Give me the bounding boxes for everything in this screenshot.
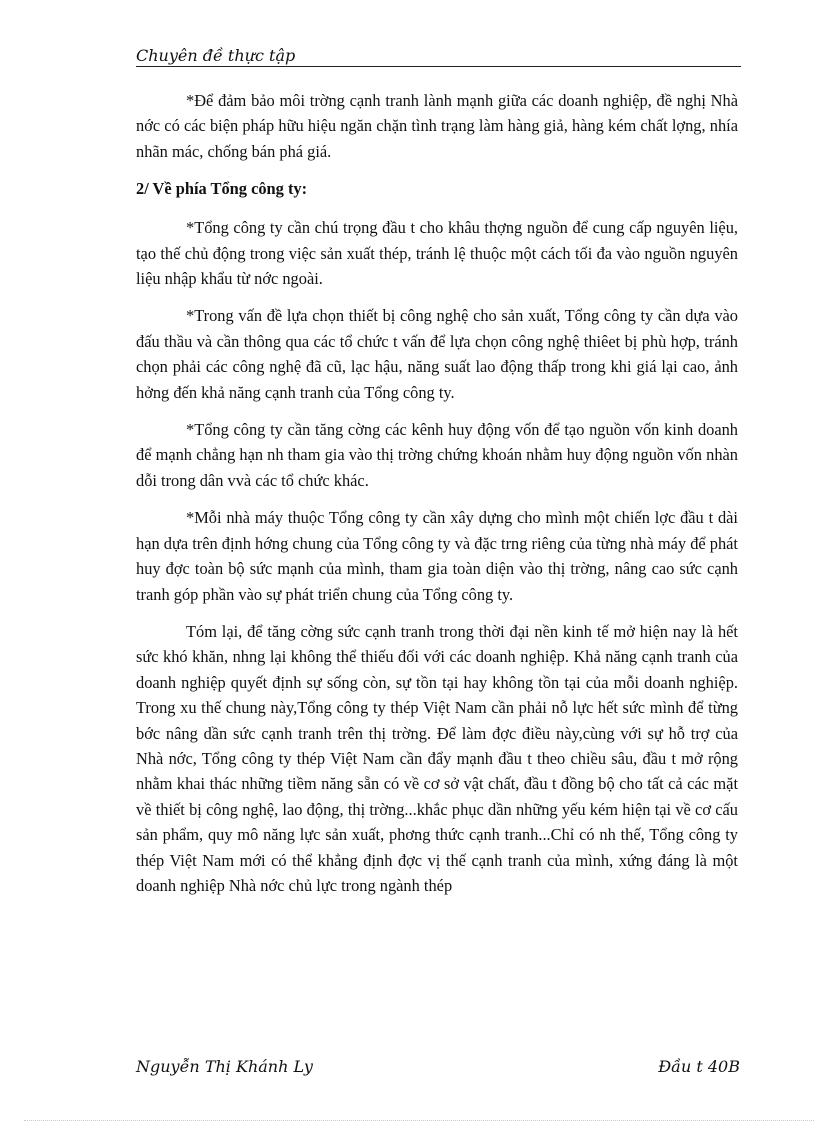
footer-class-label: Đầu t 40B [658, 1057, 740, 1076]
paragraph-conclusion: Tóm lại, để tăng cờng sức cạnh tranh trong thời đại nền kinh tế mở hiện nay là hết sức khó khăn, nhng lại không thể thiếu đối với các doanh nghiệp. Khả năng cạnh tranh của doanh nghiệp quyết định sự sống còn, sự tồn tại hay không tồn tại của mỗi doanh nghiệp. Trong xu thế chung này,Tổng công ty thép Việt Nam cần phải nỗ lực hết sức mình để từng bớc nâng dần sức cạnh tranh trên thị trờng. Để làm đợc điều này,cùng với sự hỗ trợ của Nhà nớc, Tổng công ty thép Việt Nam cần đẩy mạnh đầu t theo chiều sâu, đầu t mở rộng nhằm khai thác những tiềm năng sẵn có về cơ sở vật chất, đầu t đồng bộ cho tất cả các mặt về thiết bị công nghệ, lao động, thị trờng...khắc phục dần những yếu kém hiện tại về cơ cấu sản phẩm, quy mô năng lực sản xuất, phơng thức cạnh tranh...Chỉ có nh thế, Tổng công ty thép Việt Nam mới có thể khẳng định đợc vị thế cạnh tranh của mình, xứng đáng là một doanh nghiệp Nhà nớc chủ lực trong ngành thép [136, 621, 738, 895]
header-title: Chuyên đề thực tập [136, 46, 296, 65]
section-heading: 2/ Về phía Tổng công ty: [136, 179, 308, 199]
paragraph-factory-strategy: *Mỗi nhà máy thuộc Tổng công ty cần xây dựng cho mình một chiến lợc đầu t dài hạn dựa trên định hớng chung của Tổng công ty và đặc trng riêng của từng nhà máy để phát huy đợc toàn bộ sức mạnh của mình, tham gia toàn diện vào thị trờng, nâng cao sức cạnh tranh góp phần vào sự phát triển chung của Tổng công ty. [136, 508, 738, 604]
page-header [136, 47, 741, 67]
paragraph-quality-control: *Để đảm bảo môi trờng cạnh tranh lành mạnh giữa các doanh nghiệp, đề nghị Nhà nớc có các biện pháp hữu hiệu ngăn chặn tình trạng làm hàng giả, hàng kém chất lợng, nhía nhãn mác, chống bán phá giá. [136, 91, 738, 161]
page-bottom-divider [24, 1120, 814, 1121]
footer-author: Nguyễn Thị Khánh Ly [136, 1057, 313, 1076]
paragraph-capital-mobilization: *Tổng công ty cần tăng cờng các kênh huy động vốn để tạo nguồn vốn kinh doanh để mạnh chẳng hạn nh tham gia vào thị trờng chứng khoán nhằm huy động nguồn vốn nhàn dỗi trong dân vvà các tổ chức khác. [136, 420, 738, 490]
document-body [136, 88, 738, 910]
page-footer [136, 1057, 740, 1077]
paragraph-technology-selection: *Trong vấn đề lựa chọn thiết bị công nghệ cho sản xuất, Tổng công ty cần dựa vào đấu thầu và cần thông qua các tổ chức t vấn để lựa chọn công nghệ thiêet bị phù hợp, tránh chọn phải các công nghệ đã cũ, lạc hậu, năng suất lao động thấp trong khi giá lại cao, ảnh hởng đến khả năng cạnh tranh của Tổng công ty. [136, 306, 738, 402]
paragraph-raw-materials: *Tổng công ty cần chú trọng đầu t cho khâu thợng nguồn để cung cấp nguyên liệu, tạo thế chủ động trong việc sản xuất thép, tránh lệ thuộc một cách tối đa vào nguồn nguyên liệu nhập khẩu từ nớc ngoài. [136, 218, 738, 289]
